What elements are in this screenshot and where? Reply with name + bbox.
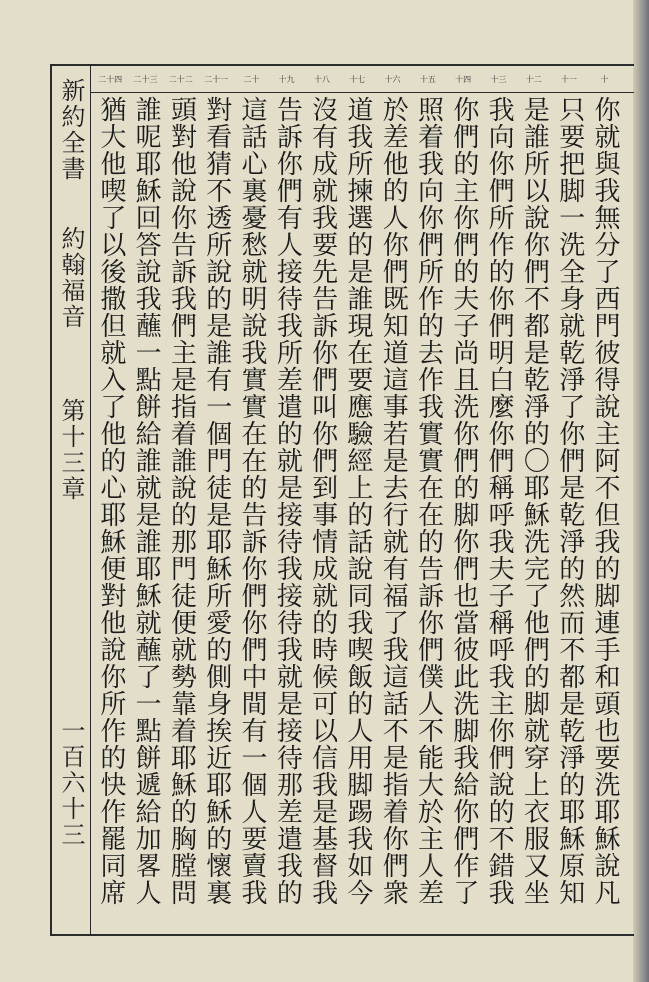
verse-number: 二十二 (168, 75, 193, 84)
text-column: 你們的主你們的夫子尚且洗你們的脚你們也當彼此洗脚我給你們作了 (448, 96, 479, 906)
verse-number: 十三 (490, 75, 507, 84)
verse-number: 十 (600, 75, 609, 84)
verse-number: 十九 (278, 75, 295, 84)
text-column: 這話心裏憂愁就明說我實實在在的告訴你們你們中間有一個人要賣我 (237, 96, 268, 906)
text-column: 是誰所以說你們不都是乾淨的〇耶穌洗完了他們的脚就穿上衣服又坐 (519, 96, 550, 906)
verse-number: 十六 (384, 75, 401, 84)
top-rule (50, 64, 634, 66)
verse-number: 十四 (455, 75, 472, 84)
text-column: 道我所揀選的是誰現在要應驗經上的話說同我喫飯的人用脚踢我如今 (342, 96, 373, 906)
book-spine-shadow (633, 0, 649, 982)
chapter-label: 第十三章 (57, 398, 85, 502)
verse-number: 二十 (243, 75, 260, 84)
verse-number: 二十四 (98, 75, 123, 84)
text-column: 誰呢耶穌回答說我蘸一點餅給誰就是誰耶穌就蘸了一點餅遞給加畧人 (131, 96, 162, 906)
verse-number: 二十三 (133, 75, 158, 84)
text-column: 於差他的人你們既知道這事若是去行就有福了我這話不是指着你們衆 (378, 96, 409, 906)
text-column: 只要把脚一洗全身就乾淨了你們是乾淨的然而不都是乾淨的耶穌原知 (554, 96, 585, 906)
text-column: 對看猜不透所說的是誰有一個門徒是耶穌所愛的側身挨近耶穌的懷裏 (201, 96, 232, 906)
header-column-rule (90, 64, 91, 936)
page-number: 一百六十三 (57, 718, 85, 848)
verse-number: 十七 (349, 75, 366, 84)
running-head (54, 78, 88, 930)
text-column: 照着我向你們所作的去作我實實在在的告訴你們僕人不能大於主人差 (413, 96, 444, 906)
verse-number: 十二 (525, 75, 542, 84)
text-column: 猶大他喫了以後撒但就入了他的心耶穌便對他說你所作的快作罷同席 (95, 96, 126, 906)
text-column: 沒有成就我要先告訴你們叫你們到事情成就的時候可以信我是基督我 (307, 96, 338, 906)
verse-number-strip (92, 68, 622, 92)
text-column: 你就與我無分了西門彼得說主阿不但我的脚連手和頭也要洗耶穌說凡 (590, 96, 620, 906)
verse-rule (90, 92, 634, 93)
text-column: 我向你們所作的你們明白麼你們稱呼我夫子稱呼我主你們說的不錯我 (484, 96, 515, 906)
verse-number: 十八 (313, 75, 330, 84)
bottom-rule (50, 934, 634, 936)
verse-number: 十五 (419, 75, 436, 84)
text-column: 頭對他說你告訴我們主是指着誰說的那門徒便就勢靠着耶穌的胸膛問 (166, 96, 197, 906)
verse-number: 十一 (561, 75, 578, 84)
left-rule (50, 64, 52, 936)
scripture-text (92, 96, 622, 920)
gospel-title: 約翰福音 (57, 226, 85, 330)
verse-number: 二十一 (204, 75, 229, 84)
text-column: 告訴你們有人接待我所差遣的就是接待我接待我就是接待那差遣我的 (272, 96, 303, 906)
book-title: 新約全書 (57, 78, 85, 182)
